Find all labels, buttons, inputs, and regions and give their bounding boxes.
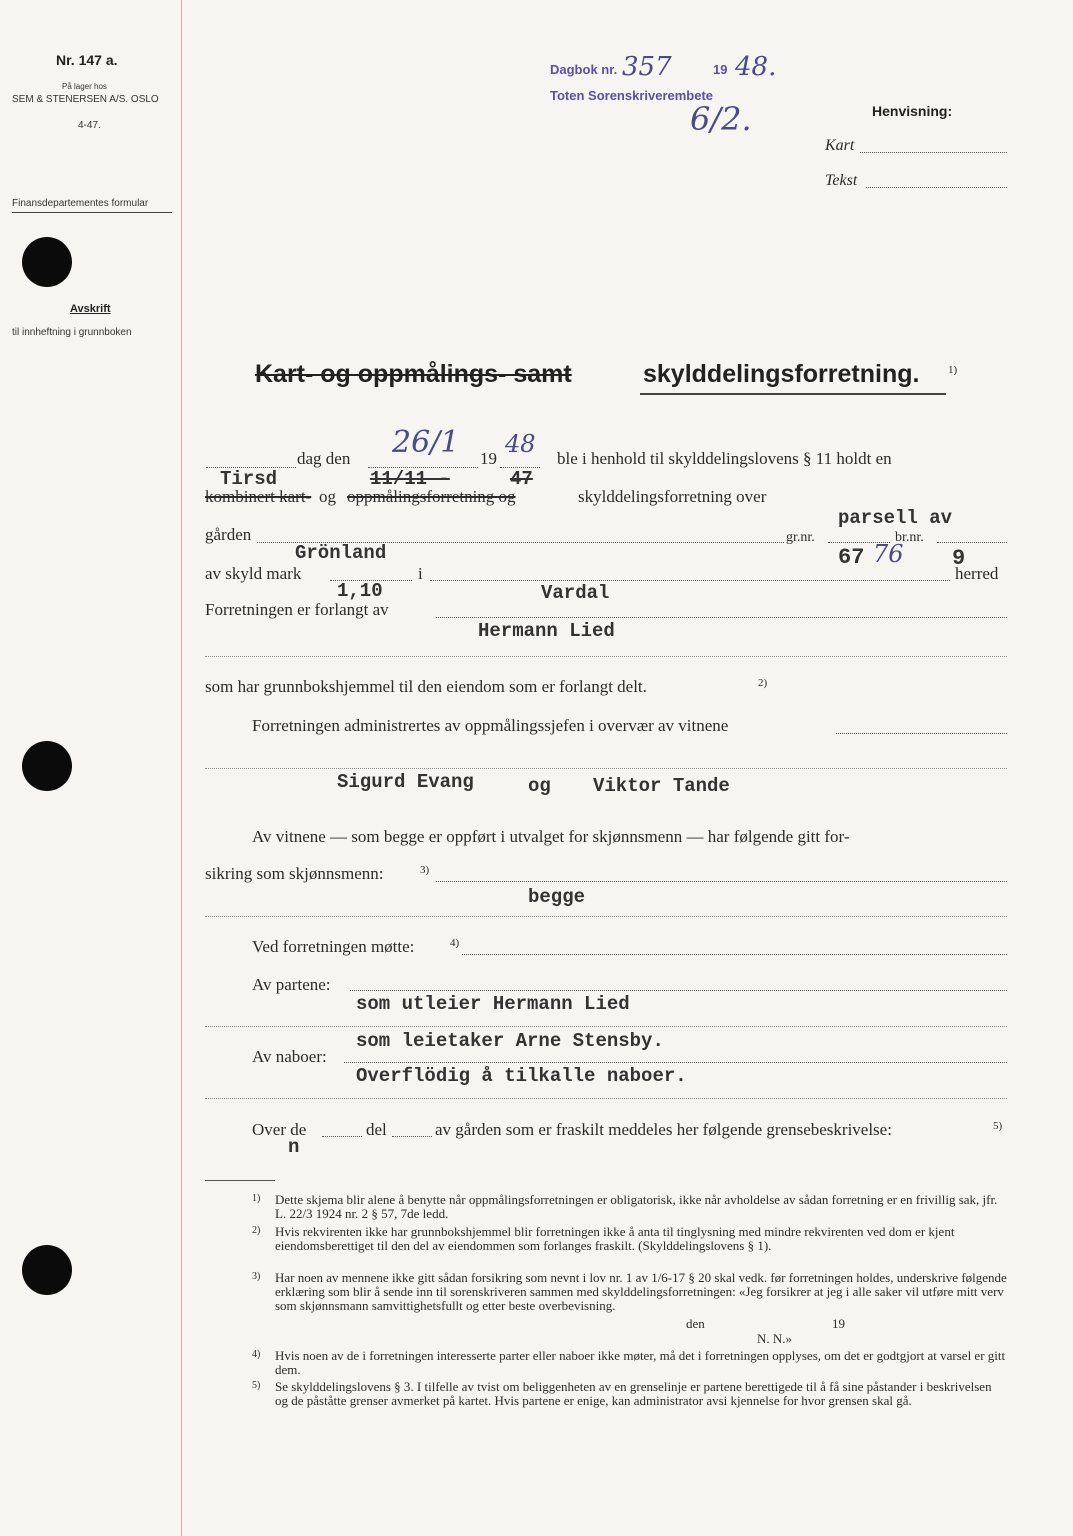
date-typed: 11/11 - — [370, 468, 450, 490]
blank-line — [205, 1098, 1007, 1099]
date-handwritten: 26/1 — [392, 425, 460, 460]
journal-year-prefix: 19 — [713, 62, 728, 77]
title-struck: Kart- og oppmålings- samt — [255, 360, 572, 388]
over-field — [322, 1136, 362, 1137]
district-field — [430, 580, 950, 581]
og-word: og — [319, 487, 336, 506]
bnr-field — [937, 542, 1007, 543]
title-footnote-mark: 1) — [948, 364, 958, 376]
title-line-footnote: 2) — [758, 677, 768, 689]
assurance-value: begge — [528, 886, 586, 908]
title-underline — [640, 393, 946, 395]
over-n: n — [288, 1136, 300, 1158]
form-number: Nr. 147 a. — [56, 52, 118, 68]
journal-year: 48. — [735, 52, 777, 82]
gnr-value: 67 — [838, 545, 865, 570]
over-label: Over de — [252, 1120, 307, 1139]
present-label: Ved forretningen møtte: — [252, 937, 415, 956]
reference-heading: Henvisning: — [872, 103, 953, 119]
footnote-1-mark: 1) — [252, 1193, 261, 1204]
publisher-line2: SEM & STENERSEN A/S. OSLO — [12, 94, 159, 105]
copy-label: Avskrift — [70, 303, 111, 315]
farm-label: gården — [205, 525, 252, 544]
blank-line — [205, 1026, 1007, 1027]
neighbours-value: Overflödig å tilkalle naboer. — [356, 1065, 687, 1087]
footnote-2: Hvis rekvirenten ikke har grunnbokshjemmel blir forretningen ikke å anta til tinglysning med mindre rekvirenten ved dom er kjent eiendomsberettiget til den del av eiendommen som forlanges fraskilt. (Skylddelingslovens § 1). — [275, 1224, 955, 1253]
footnote-4-mark: 4) — [252, 1349, 261, 1360]
journal-stamp-line1: Dagbok nr. — [550, 62, 618, 77]
assurance-line-1: Av vitnene — som begge er oppført i utvalget for skjønnsmenn — har følgende gitt for- — [252, 827, 850, 846]
neighbours-label: Av naboer: — [252, 1047, 327, 1066]
journal-office: Toten Sorenskriverembete — [550, 88, 714, 103]
in-label: i — [418, 564, 423, 583]
requested-field — [436, 617, 1007, 618]
footnote-3-nn: N. N.» — [757, 1331, 793, 1346]
footnote-5: Se skylddelingslovens § 3. I tilfelle av tvist om beliggenheten av en grenselinje er partene berettigede til å få sine påstander i beskrivelsen og de påståtte grenser avmerket på kartet. Hvis partene er enige, kan administrator avsi kjennelse for hvor grensen skal gå. — [275, 1379, 992, 1408]
divider — [12, 212, 172, 213]
bnr-extra: 9 — [952, 546, 966, 571]
party-2: som leietaker Arne Stensby. — [356, 1030, 664, 1052]
phrase-2: skylddelingsforretning over — [578, 487, 767, 506]
gnr-label: gr.nr. — [786, 530, 815, 545]
map-label: Kart — [825, 137, 855, 154]
blank-line — [205, 656, 1007, 657]
footnote-5-mark: 5) — [252, 1380, 261, 1391]
assurance-line-2: sikring som skjønnsmenn: — [205, 864, 384, 883]
struck-combined: kombinert kart- — [205, 487, 312, 506]
present-footnote: 4) — [450, 937, 460, 949]
journal-date: 6/2. — [690, 100, 752, 138]
date-code: 4-47. — [78, 120, 101, 131]
footnote-4: Hvis noen av de i forretningen interesserte parter eller naboer ikke møter, må det i forretningen opplyses, om det er godtgjort at varsel er gitt dem. — [275, 1348, 1006, 1377]
footnote-3: Har noen av mennene ikke gitt sådan forsikring som nevnt i lov nr. 1 av 1/6-17 § 20 skal vedk. før forretningen holdes, underskrive følgende erklæring som blir å sende inn til sorenskriveren sammen med skylddelingsforretningen: «Jeg forsikrer at jeg i alle saker vil utføre mitt verv som skjønnsmann samvittighetsfullt og etter beste overbevisning. — [275, 1270, 1007, 1313]
copy-note: til innheftning i grunnboken — [12, 327, 132, 338]
requested-label: Forretningen er forlangt av — [205, 600, 389, 619]
footnote-divider — [205, 1180, 275, 1181]
phrase-1: ble i henhold til skylddelingslovens § 11 holdt en — [557, 449, 892, 468]
witness-2: Viktor Tande — [593, 775, 730, 797]
bnr-value: 76 — [873, 540, 904, 568]
boundary-footnote: 5) — [993, 1120, 1003, 1132]
struck-survey: oppmålingsforretning og — [347, 487, 516, 506]
district-value: Vardal — [541, 582, 610, 604]
blank-line — [205, 768, 1007, 769]
footnote-3-den: den — [686, 1316, 705, 1331]
admin-line: Forretningen administrertes av oppmålingssjefen i overvær av vitnene — [252, 716, 729, 735]
day-typed: Tirsd — [220, 468, 278, 490]
party-1: som utleier Hermann Lied — [356, 993, 630, 1015]
footnote-1: Dette skjema blir alene å benytte når oppmålingsforretningen er obligatorisk, ikke når avholdelse av sådan forretning er en frivillig sak, jfr. L. 22/3 1924 nr. 2 § 57, 7de ledd. — [275, 1192, 998, 1221]
parcel-typed: parsell av — [838, 507, 953, 529]
year-typed: 47 — [510, 468, 533, 490]
footnote-3-year: 19 — [832, 1316, 845, 1331]
journal-number: 357 — [622, 52, 672, 82]
year-handwritten: 48 — [505, 430, 536, 458]
farm-name: Grönland — [295, 542, 387, 564]
parties-field — [350, 990, 1007, 991]
margin-line — [181, 0, 182, 1536]
text-label: Tekst — [825, 172, 858, 189]
day-label: dag den — [297, 449, 351, 468]
punch-hole — [22, 237, 72, 287]
text-field — [866, 187, 1007, 188]
admin-field — [836, 733, 1007, 734]
department-label: Finansdepartementes formular — [12, 198, 149, 209]
bnr-label: br.nr. — [895, 530, 924, 545]
parties-label: Av partene: — [252, 975, 331, 994]
footnote-2-mark: 2) — [252, 1225, 261, 1236]
publisher-line1: På lager hos — [62, 82, 107, 91]
tax-label: av skyld mark — [205, 564, 302, 583]
witness-1: Sigurd Evang — [337, 771, 474, 793]
punch-hole — [22, 1245, 72, 1295]
requested-by: Hermann Lied — [478, 620, 615, 642]
page-title: skylddelingsforretning. — [643, 360, 920, 388]
district-label: herred — [955, 564, 999, 583]
tax-value: 1,10 — [337, 580, 383, 602]
year-label: 19 — [480, 449, 497, 468]
present-field — [462, 954, 1007, 955]
assurance-footnote: 3) — [420, 864, 430, 876]
del-field — [392, 1136, 432, 1137]
assurance-field — [436, 881, 1007, 882]
punch-hole — [22, 741, 72, 791]
blank-line — [205, 916, 1007, 917]
del-label: del — [366, 1120, 387, 1139]
title-line: som har grunnbokshjemmel til den eiendom som er forlangt delt. — [205, 677, 647, 696]
footnote-3-mark: 3) — [252, 1271, 261, 1282]
map-field — [860, 152, 1007, 153]
neighbours-field — [344, 1062, 1007, 1063]
witness-og: og — [528, 775, 551, 797]
boundary-line: av gården som er fraskilt meddeles her følgende grensebeskrivelse: — [435, 1120, 892, 1139]
